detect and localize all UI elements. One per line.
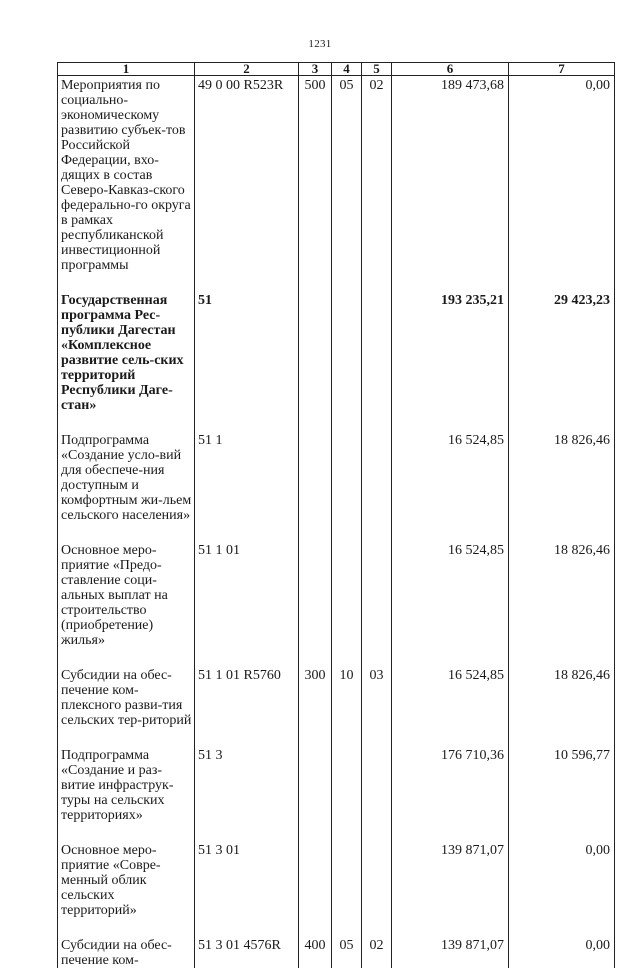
row-section [332,841,362,936]
row-code: 49 0 00 R523R [195,76,299,292]
table-row [58,746,615,841]
row-expense-type [299,431,332,541]
table-row [58,431,615,541]
row-expense-type [299,291,332,431]
row-amount-col6: 16 524,85 [392,541,509,666]
row-section [332,746,362,841]
row-subsection: 03 [362,666,392,746]
row-section [332,431,362,541]
header-col-2: 2 [195,63,299,76]
row-name: Подпрограмма «Создание усло-вий для обеспече-ния доступным и комфортным жи-льем сельского населения» [58,431,195,541]
row-subsection [362,291,392,431]
row-amount-col7: 18 826,46 [509,541,615,666]
row-subsection [362,431,392,541]
row-subsection: 02 [362,936,392,968]
row-expense-type: 400 [299,936,332,968]
row-section: 05 [332,936,362,968]
row-amount-col6: 16 524,85 [392,666,509,746]
row-name: Государственная программа Рес-публики Дагестан «Комплексное развитие сель-ских территорий Республики Даге-стан» [58,291,195,431]
table-row [58,291,615,431]
row-section: 10 [332,666,362,746]
row-amount-col7: 0,00 [509,841,615,936]
row-code: 51 1 01 R5760 [195,666,299,746]
row-name: Субсидии на обес-печение ком- [58,936,195,968]
page-number: 1231 [0,38,640,50]
row-amount-col7: 29 423,23 [509,291,615,431]
row-name: Основное меро-приятие «Предо-ставление соци-альных выплат на строительство (приобретение) жилья» [58,541,195,666]
header-col-7: 7 [509,63,615,76]
row-name: Мероприятия по социально-экономическому развитию субъек-тов Российской Федерации, вхо-дящих в состав Северо-Кавказ-ского федерально-го округа в рамках республиканской инвестиционной программы [58,76,195,292]
row-amount-col7: 0,00 [509,936,615,968]
header-col-4: 4 [332,63,362,76]
row-code: 51 3 01 [195,841,299,936]
table-row [58,541,615,666]
row-expense-type [299,541,332,666]
table-row [58,936,615,968]
row-code: 51 1 [195,431,299,541]
row-section: 05 [332,76,362,292]
header-row [58,63,615,76]
row-amount-col7: 0,00 [509,76,615,292]
row-code: 51 3 [195,746,299,841]
row-amount-col6: 139 871,07 [392,936,509,968]
row-amount-col6: 189 473,68 [392,76,509,292]
row-code: 51 [195,291,299,431]
row-name: Подпрограмма «Создание и раз-витие инфраструк-туры на сельских территориях» [58,746,195,841]
row-section [332,291,362,431]
row-code: 51 3 01 4576R [195,936,299,968]
row-subsection [362,541,392,666]
row-name: Основное меро-приятие «Совре-менный облик сельских территорий» [58,841,195,936]
row-expense-type [299,746,332,841]
row-expense-type: 500 [299,76,332,292]
header-col-3: 3 [299,63,332,76]
header-col-1: 1 [58,63,195,76]
row-subsection: 02 [362,76,392,292]
row-amount-col6: 193 235,21 [392,291,509,431]
table-body [58,76,615,968]
row-amount-col6: 16 524,85 [392,431,509,541]
row-subsection [362,841,392,936]
row-subsection [362,746,392,841]
row-amount-col7: 18 826,46 [509,431,615,541]
table-header [58,63,615,76]
row-code: 51 1 01 [195,541,299,666]
table-row [58,841,615,936]
table-row [58,666,615,746]
row-expense-type [299,841,332,936]
row-amount-col6: 139 871,07 [392,841,509,936]
budget-table [57,62,615,968]
header-col-6: 6 [392,63,509,76]
row-amount-col7: 18 826,46 [509,666,615,746]
row-amount-col6: 176 710,36 [392,746,509,841]
table-row [58,76,615,292]
header-col-5: 5 [362,63,392,76]
row-section [332,541,362,666]
row-expense-type: 300 [299,666,332,746]
row-name: Субсидии на обес-печение ком-плексного разви-тия сельских тер-риторий [58,666,195,746]
row-amount-col7: 10 596,77 [509,746,615,841]
